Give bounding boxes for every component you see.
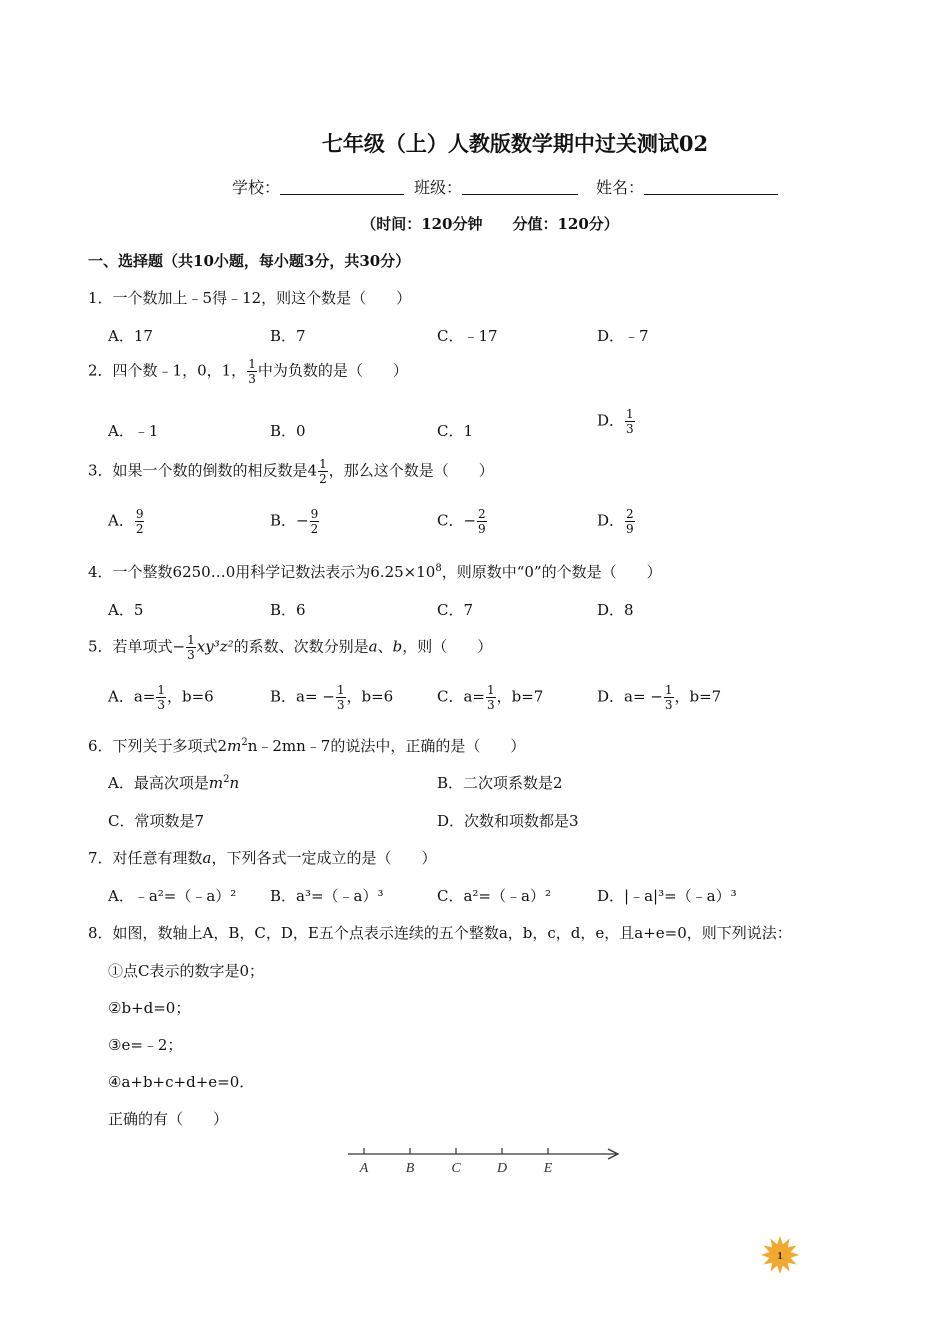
question-1-stem: 1．一个数加上﹣5得﹣12，则这个数是（ ） (88, 289, 412, 307)
q4-stem-part2: ，则原数中“0”的个数是（ ） (441, 563, 662, 581)
class-blank (462, 178, 578, 195)
option-prefix: C．a= (437, 687, 485, 706)
axis-label-e: E (543, 1161, 553, 1176)
q7-stem-part2: ，下列各式一定成立的是（ ） (211, 849, 437, 867)
name-field (596, 175, 778, 198)
q3-stem-part2: ，那么这个数是（ ） (328, 461, 494, 480)
option-prefix: D．a= − (597, 687, 663, 706)
question-8-stem: 8．如图，数轴上A，B，C，D，E五个点表示连续的五个整数a，b，c，d，e，且a+e=0，则下列说法： (88, 924, 792, 942)
q8-statement-2: ②b+d=0； (108, 999, 191, 1017)
q8-statement-1: ①点C表示的数字是0； (108, 962, 265, 980)
fraction-numerator: 1 (248, 357, 256, 371)
option-label: D． (597, 411, 625, 430)
axis-ticks (359, 1148, 553, 1176)
var-m: m (208, 774, 224, 792)
q5-c-fraction (486, 684, 496, 711)
q3-d-fraction (625, 508, 635, 535)
fraction-denominator: 3 (336, 698, 345, 712)
fraction-numerator: 1 (187, 633, 195, 647)
page-number-badge (760, 1235, 800, 1275)
fraction-numerator: 9 (135, 507, 144, 521)
name-blank (644, 178, 778, 195)
q5-option-d (597, 684, 721, 711)
q5-stem-part2: 的系数、次数分别是 (233, 637, 369, 656)
q5-fraction (186, 634, 196, 661)
q5-a-fraction (156, 684, 166, 711)
axis-label-d: D (496, 1161, 508, 1176)
name-label: 姓名： (596, 178, 645, 197)
option-label: D． (597, 511, 625, 530)
q2-fraction (247, 358, 257, 385)
option-suffix: ，b=7 (674, 687, 722, 706)
exponent: 2 (223, 774, 230, 785)
fraction-denominator: 3 (157, 698, 165, 712)
option-text: A．最高次项是 (108, 774, 209, 792)
q2-d-fraction (625, 408, 635, 435)
fraction-denominator: 3 (664, 698, 673, 712)
question-7-stem (88, 847, 437, 868)
fraction-denominator: 3 (187, 648, 195, 662)
option-label: B．− (270, 511, 309, 530)
q6-option-b: B．二次项系数是2 (437, 774, 563, 792)
class-label: 班级： (414, 178, 463, 197)
school-field (232, 175, 404, 198)
q7-option-a: A．﹣a²=（﹣a）² (108, 887, 237, 905)
q8-prompt: 正确的有（ ） (108, 1110, 229, 1128)
q2-stem-part1: 2．四个数﹣1，0，1， (88, 361, 247, 380)
fraction-numerator: 9 (310, 507, 319, 521)
q6-var-m: m (227, 737, 242, 755)
q2-option-b: B．0 (270, 422, 306, 440)
q2-stem-part2: 中为负数的是（ ） (257, 361, 408, 380)
q2-option-d (597, 408, 636, 435)
q4-option-c: C．7 (437, 601, 474, 619)
q5-stem-part1: 5．若单项式− (88, 637, 186, 656)
q4-option-d: D．8 (597, 601, 634, 619)
fraction-denominator: 9 (478, 522, 486, 536)
option-label: C．− (437, 511, 477, 530)
option-suffix: ，b=6 (346, 687, 394, 706)
question-4-stem (88, 561, 662, 582)
q3-option-c (437, 508, 488, 535)
q7-option-c: C．a²=（﹣a）² (437, 887, 551, 905)
fraction-denominator: 3 (626, 422, 634, 436)
q7-stem-part1: 7．对任意有理数 (88, 849, 203, 867)
axis-label-b: B (405, 1161, 415, 1176)
axis-label-a: A (359, 1161, 369, 1176)
fraction-denominator: 2 (319, 472, 327, 486)
q7-option-b: B．a³=（﹣a）³ (270, 887, 384, 905)
q6-stem-part1: 6．下列关于多项式2 (88, 737, 228, 755)
q5-b-fraction (336, 684, 346, 711)
option-label: A． (108, 511, 134, 530)
class-field (414, 175, 578, 198)
q5-d-fraction (664, 684, 674, 711)
q5-option-a (108, 684, 214, 711)
page-number: 1 (777, 1250, 783, 1262)
school-label: 学校： (232, 178, 281, 197)
q3-option-b (270, 508, 320, 535)
q3-a-fraction (135, 508, 145, 535)
question-6-stem (88, 735, 525, 756)
q5-var-b: b (392, 637, 403, 656)
q5-separator: 、 (377, 637, 393, 656)
fraction-denominator: 3 (248, 372, 256, 386)
q2-option-a: A．﹣1 (108, 422, 159, 440)
question-5-stem (88, 634, 492, 661)
q4-option-b: B．6 (270, 601, 306, 619)
q5-option-b (270, 684, 393, 711)
question-2-stem (88, 358, 408, 385)
option-suffix: ，b=6 (167, 687, 214, 706)
q3-b-fraction (310, 508, 320, 535)
q3-stem-part1: 3．如果一个数的倒数的相反数是4 (88, 461, 318, 480)
question-3-stem (88, 458, 494, 485)
q7-var-a: a (202, 849, 212, 867)
q3-c-fraction (477, 508, 487, 535)
q4-stem-part1: 4．一个整数6250…0用科学记数法表示为6.25×10 (88, 563, 436, 581)
fraction-denominator: 9 (626, 522, 634, 536)
q8-statement-4: ④a+b+c+d+e=0． (108, 1073, 255, 1091)
var-n: n (229, 774, 240, 792)
q1-option-b: B．7 (270, 327, 306, 345)
q5-stem-part3: ，则（ ） (402, 637, 493, 656)
fraction-numerator: 1 (319, 457, 327, 471)
fraction-numerator: 1 (664, 683, 673, 697)
q5-monomial: xy³z² (196, 637, 234, 656)
q6-option-d: D．次数和项数都是3 (437, 812, 579, 830)
q1-option-d: D．﹣7 (597, 327, 649, 345)
fraction-numerator: 1 (157, 683, 165, 697)
fraction-denominator: 2 (310, 522, 319, 536)
q4-exponent: 8 (435, 563, 442, 574)
q1-option-a: A．17 (108, 327, 153, 345)
q1-option-c: C．﹣17 (437, 327, 498, 345)
option-prefix: B．a= − (270, 687, 335, 706)
exam-info: （时间：120分钟 分值：120分） (361, 215, 619, 233)
q3-fraction (318, 458, 328, 485)
q5-var-a: a (368, 637, 378, 656)
fraction-numerator: 1 (626, 407, 634, 421)
q5-option-c (437, 684, 543, 711)
q2-option-c: C．1 (437, 422, 474, 440)
fraction-denominator: 3 (487, 698, 495, 712)
number-line-figure (340, 1140, 630, 1180)
q6-option-a (108, 772, 239, 793)
q6-stem-part2: n﹣2mn﹣7的说法中，正确的是（ ） (247, 737, 526, 755)
q3-option-a (108, 508, 145, 535)
q3-option-d (597, 508, 636, 535)
fraction-numerator: 1 (487, 683, 495, 697)
axis-label-c: C (451, 1161, 461, 1176)
fraction-numerator: 2 (626, 507, 634, 521)
q4-option-a: A．5 (108, 601, 144, 619)
q6-exponent: 2 (241, 737, 248, 748)
page-title: 七年级（上）人教版数学期中过关测试02 (321, 131, 709, 156)
section-heading: 一、选择题（共10小题，每小题3分，共30分） (88, 252, 411, 270)
fraction-numerator: 1 (336, 683, 345, 697)
q6-option-c: C．常项数是7 (108, 812, 205, 830)
fraction-denominator: 2 (135, 522, 144, 536)
q7-option-d: D．|﹣a|³=（﹣a）³ (597, 887, 737, 905)
option-suffix: ，b=7 (496, 687, 544, 706)
fraction-numerator: 2 (478, 507, 486, 521)
q8-statement-3: ③e=﹣2； (108, 1036, 183, 1054)
option-prefix: A．a= (108, 687, 156, 706)
school-blank (280, 178, 404, 195)
